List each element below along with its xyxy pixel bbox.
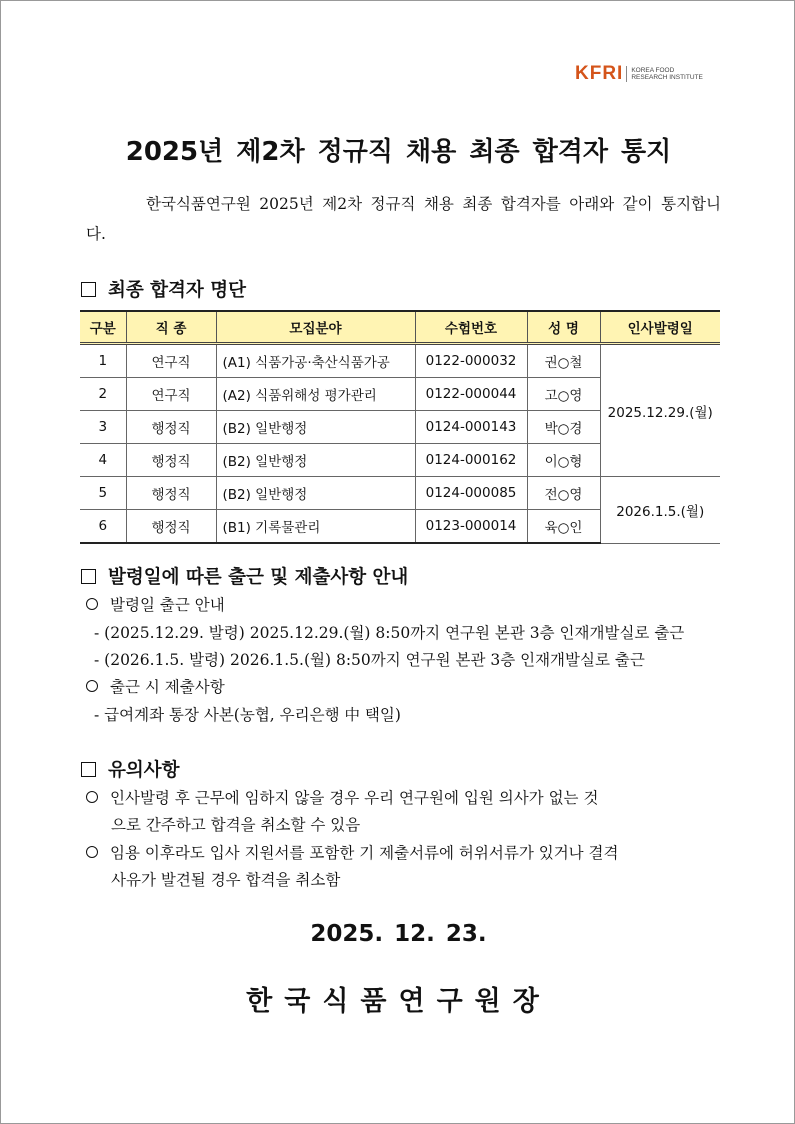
bullet-item bbox=[86, 841, 619, 863]
cell-name: 전○영 bbox=[527, 477, 600, 510]
cell-appoint-date-2: 2026.1.5.(월) bbox=[600, 477, 720, 544]
cell-name: 박○경 bbox=[527, 411, 600, 444]
checkbox-square-icon bbox=[81, 762, 96, 777]
cell-appoint-date-1: 2025.12.29.(월) bbox=[600, 344, 720, 477]
cell-exam: 0122-000044 bbox=[415, 378, 527, 411]
cell-exam: 0124-000143 bbox=[415, 411, 527, 444]
cell-field: (B2) 일반행정 bbox=[216, 477, 415, 510]
issuer-name: 한국식품연구원장 bbox=[246, 986, 551, 1017]
logo-divider bbox=[626, 66, 627, 82]
checkbox-square-icon bbox=[81, 282, 96, 297]
detail-line: - (2026.1.5. 발령) 2026.1.5.(월) 8:50까지 연구원 본관 3층 인재개발실로 출근 bbox=[94, 651, 645, 669]
cell-no: 6 bbox=[80, 510, 126, 544]
section-heading-notice bbox=[81, 563, 408, 589]
cell-type: 행정직 bbox=[126, 411, 216, 444]
bullet-continuation: 으로 간주하고 합격을 취소할 수 있음 bbox=[111, 816, 361, 834]
cell-exam: 0122-000032 bbox=[415, 344, 527, 378]
bullet-item bbox=[86, 786, 598, 808]
logo-line1: KOREA FOOD bbox=[631, 67, 675, 74]
bullet-text: 출근 시 제출사항 bbox=[110, 678, 225, 696]
header-type: 직 종 bbox=[126, 311, 216, 344]
detail-line: - (2025.12.29. 발령) 2025.12.29.(월) 8:50까지 연구원 본관 3층 인재개발실로 출근 bbox=[94, 624, 685, 642]
circle-bullet-icon bbox=[86, 791, 98, 803]
header-name: 성 명 bbox=[527, 311, 600, 344]
circle-bullet-icon bbox=[86, 680, 98, 692]
cell-no: 1 bbox=[80, 344, 126, 378]
section2-heading-text: 발령일에 따른 출근 및 제출사항 안내 bbox=[108, 567, 409, 588]
cell-type: 연구직 bbox=[126, 344, 216, 378]
cell-name: 육○인 bbox=[527, 510, 600, 544]
header-no: 구분 bbox=[80, 311, 126, 344]
cell-exam: 0123-000014 bbox=[415, 510, 527, 544]
bullet-text: 인사발령 후 근무에 임하지 않을 경우 우리 연구원에 입원 의사가 없는 것 bbox=[110, 789, 599, 807]
kfri-logo bbox=[575, 63, 703, 85]
logo-text bbox=[631, 67, 703, 81]
detail-line: - 급여계좌 통장 사본(농협, 우리은행 中 택일) bbox=[94, 706, 401, 724]
document-date: 2025. 12. 23. bbox=[310, 921, 487, 947]
cell-field: (A1) 식품가공·축산식품가공 bbox=[216, 344, 415, 378]
bullet-text: 발령일 출근 안내 bbox=[110, 596, 225, 614]
logo-line2: RESEARCH INSTITUTE bbox=[631, 74, 703, 81]
header-appoint: 인사발령일 bbox=[600, 311, 720, 344]
cell-exam: 0124-000085 bbox=[415, 477, 527, 510]
cell-name: 이○형 bbox=[527, 444, 600, 477]
cell-name: 권○철 bbox=[527, 344, 600, 378]
cell-field: (B2) 일반행정 bbox=[216, 444, 415, 477]
cell-type: 행정직 bbox=[126, 510, 216, 544]
cell-field: (A2) 식품위해성 평가관리 bbox=[216, 378, 415, 411]
section-heading-list bbox=[81, 276, 246, 302]
applicant-table bbox=[80, 310, 720, 544]
cell-no: 3 bbox=[80, 411, 126, 444]
cell-field: (B2) 일반행정 bbox=[216, 411, 415, 444]
circle-bullet-icon bbox=[86, 598, 98, 610]
bullet-item bbox=[86, 593, 225, 615]
cell-field: (B1) 기록물관리 bbox=[216, 510, 415, 544]
cell-type: 행정직 bbox=[126, 477, 216, 510]
table-row bbox=[80, 344, 720, 378]
cell-no: 2 bbox=[80, 378, 126, 411]
table-header-row bbox=[80, 311, 720, 344]
cell-type: 행정직 bbox=[126, 444, 216, 477]
cell-exam: 0124-000162 bbox=[415, 444, 527, 477]
table-row bbox=[80, 477, 720, 510]
header-exam: 수험번호 bbox=[415, 311, 527, 344]
section3-heading-text: 유의사항 bbox=[108, 760, 180, 781]
cell-type: 연구직 bbox=[126, 378, 216, 411]
circle-bullet-icon bbox=[86, 846, 98, 858]
document-title: 2025년 제2차 정규직 채용 최종 합격자 통지 bbox=[125, 137, 672, 167]
cell-name: 고○영 bbox=[527, 378, 600, 411]
intro-paragraph: 한국식품연구원 2025년 제2차 정규직 채용 최종 합격자를 아래와 같이 통지합니다. bbox=[86, 195, 721, 243]
bullet-item bbox=[86, 675, 225, 697]
section-heading-caution bbox=[81, 756, 179, 782]
header-field: 모집분야 bbox=[216, 311, 415, 344]
bullet-continuation: 사유가 발견될 경우 합격을 취소함 bbox=[111, 871, 341, 889]
bullet-text: 임용 이후라도 입사 지원서를 포함한 기 제출서류에 허위서류가 있거나 결격 bbox=[110, 844, 619, 862]
section1-heading-text: 최종 합격자 명단 bbox=[108, 280, 246, 301]
logo-mark: KFRI bbox=[575, 63, 624, 84]
cell-no: 5 bbox=[80, 477, 126, 510]
checkbox-square-icon bbox=[81, 569, 96, 584]
cell-no: 4 bbox=[80, 444, 126, 477]
